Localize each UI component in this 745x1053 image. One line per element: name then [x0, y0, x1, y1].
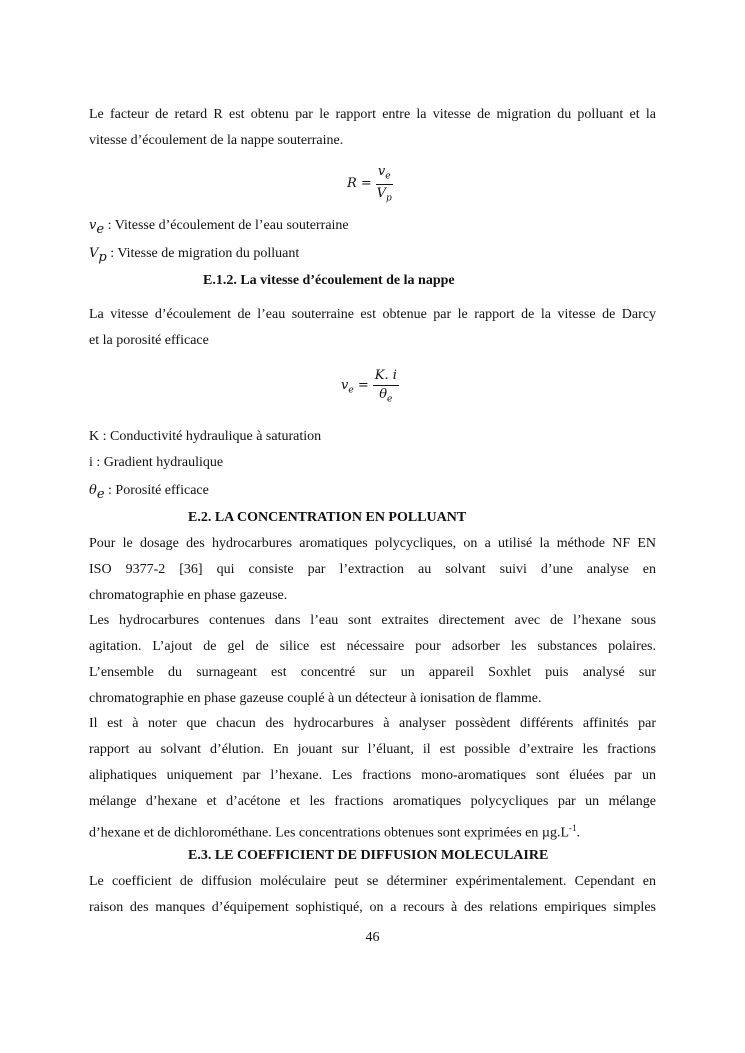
definition-text: : Vitesse d’écoulement de l’eau souterraine [104, 218, 349, 233]
subscript: e [385, 171, 391, 182]
equation-lhs [341, 378, 369, 396]
text-line: rapport au solvant d’élution. En jouant sur l’éluant, il est possible d’extraire les fractions [89, 742, 656, 757]
text-line: aliphatiques uniquement par l’hexane. Les fractions mono-aromatiques sont éluées par un [89, 768, 656, 783]
text-line: mélange d’hexane et d’acétone et les fractions aromatiques polycycliques par un mélange [89, 794, 656, 809]
text-line: agitation. L’ajout de gel de silice est nécessaire pour adsorber les substances polaires. [89, 639, 656, 654]
subscript: p [385, 193, 392, 204]
equals-sign: = [357, 377, 369, 393]
heading-e1-2: E.1.2. La vitesse d’écoulement de la nappe [203, 273, 455, 288]
text-line: vitesse d’écoulement de la nappe souterraine. [89, 133, 344, 148]
definition-text: : Vitesse de migration du polluant [106, 246, 300, 261]
equation-lhs: R = [347, 176, 372, 192]
symbol: v [341, 377, 349, 393]
symbol: V [376, 185, 386, 201]
text-line: Le coefficient de diffusion moléculaire peut se déterminer expérimentalement. Cependant en [89, 874, 656, 889]
text-line: Pour le dosage des hydrocarbures aromatiques polycycliques, on a utilisé la méthode NF EN [89, 536, 656, 551]
definition-ve [89, 217, 656, 239]
numerator: K. i [373, 368, 399, 386]
text: d’hexane et de dichlorométhane. Les concentrations obtenues sont exprimées en µg.L [89, 825, 570, 841]
subscript: e [387, 394, 393, 405]
equation-ve [341, 368, 399, 405]
text-line: Il est à noter que chacun des hydrocarbures à analyser possèdent différents affinités par [89, 716, 656, 731]
definition-k: K : Conductivité hydraulique à saturation [89, 429, 322, 444]
heading-e2: E.2. LA CONCENTRATION EN POLLUANT [188, 510, 467, 525]
symbol: θ [379, 387, 388, 402]
subscript: e [96, 221, 105, 237]
definition-vp [89, 245, 656, 267]
page-number: 46 [365, 930, 380, 945]
definition-i: i : Gradient hydraulique [89, 455, 224, 470]
text: . [576, 825, 581, 841]
text-line: Le facteur de retard R est obtenu par le rapport entre la vitesse de migration du polluant et la [89, 107, 656, 122]
text-line: et la porosité efficace [89, 333, 209, 348]
definition-theta [89, 482, 656, 504]
text-line: Les hydrocarbures contenues dans l’eau sont extraites directement avec de l’hexane sous [89, 613, 656, 628]
text-line: raison des manques d’équipement sophistiqué, on a recours à des relations empiriques simples [89, 900, 656, 915]
equation-retard-factor [347, 164, 393, 203]
text-line: ISO 9377-2 [36] qui consiste par l’extraction au solvant suivi d’une analyse en [89, 562, 656, 577]
superscript: -1 [569, 823, 577, 833]
subscript: p [98, 249, 107, 265]
subscript: e [348, 385, 354, 396]
subscript: e [96, 486, 105, 502]
definition-text: : Porosité efficace [104, 483, 209, 498]
text-line [89, 819, 656, 843]
symbol: v [377, 164, 386, 179]
text-line: La vitesse d’écoulement de l’eau souterraine est obtenue par le rapport de la vitesse de Darcy [89, 307, 656, 322]
text-line: chromatographie en phase gazeuse. [89, 588, 288, 603]
symbol: θ [89, 483, 97, 498]
symbol: V [89, 246, 99, 261]
text-line: chromatographie en phase gazeuse couplé à un détecteur à ionisation de flamme. [89, 691, 542, 706]
symbol: v [89, 218, 97, 233]
text-line: L’ensemble du surnageant est concentré sur un appareil Soxhlet puis analysé sur [89, 665, 656, 680]
heading-e3: E.3. LE COEFFICIENT DE DIFFUSION MOLECULAIRE [188, 848, 549, 863]
